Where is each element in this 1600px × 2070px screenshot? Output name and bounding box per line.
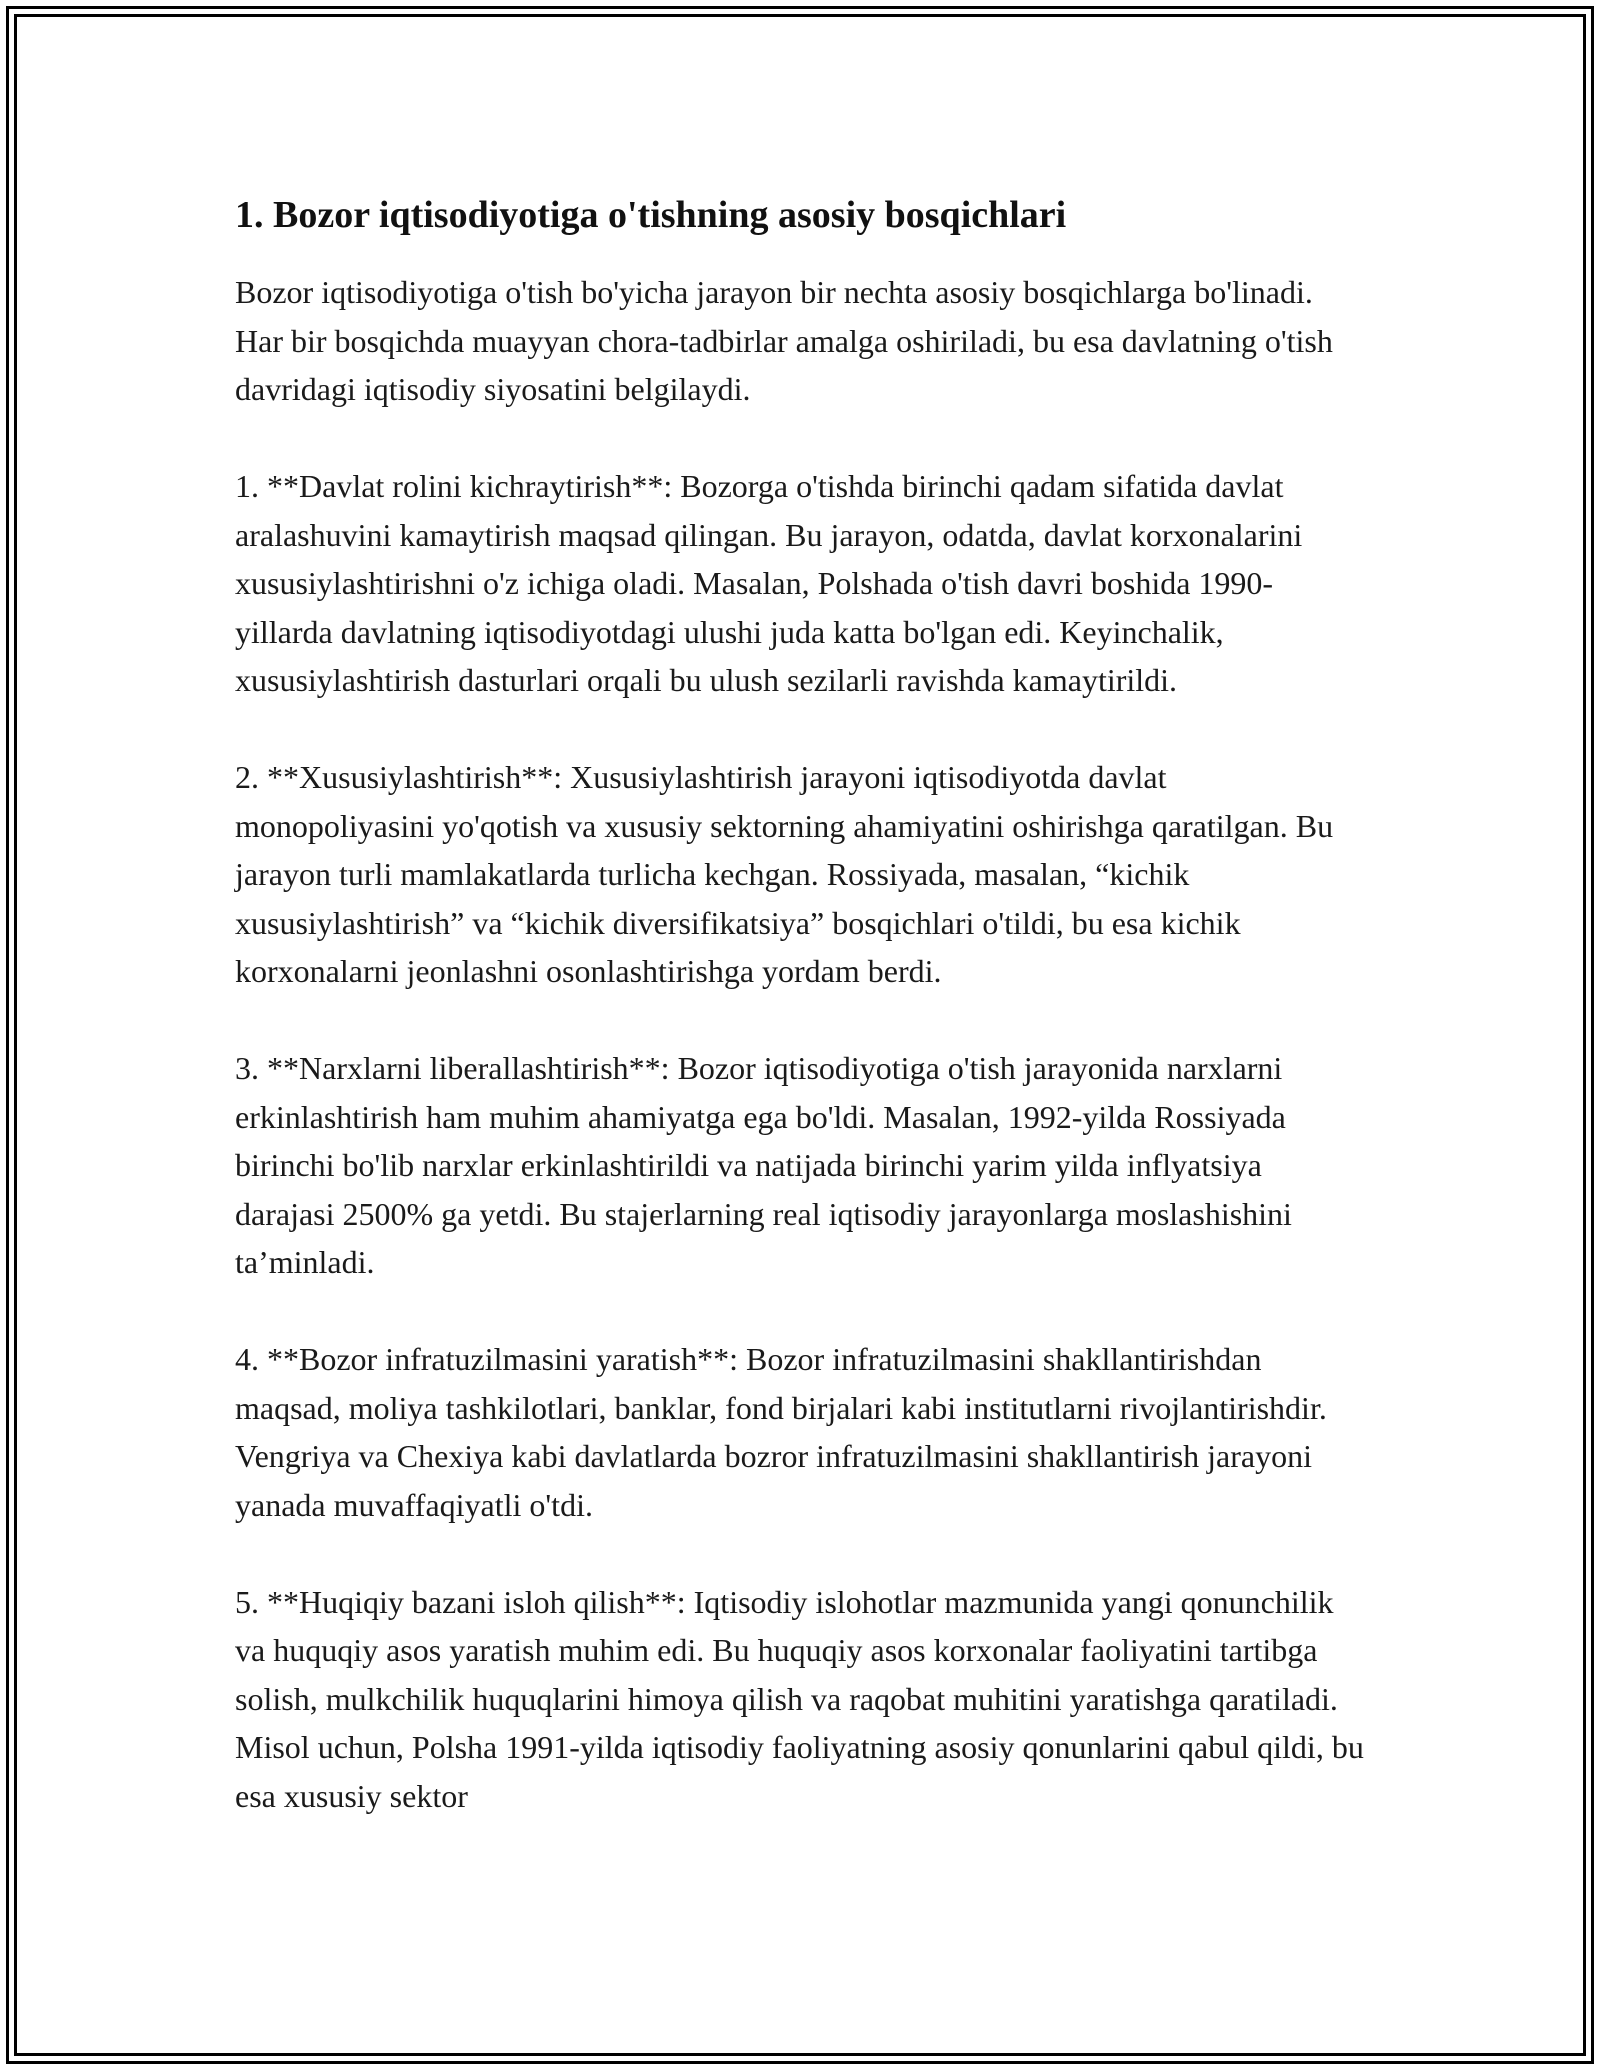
paragraph-market-infrastructure: 4. **Bozor infratuzilmasini yaratish**: Bozor infratuzilmasini shakllantirishdan maqsad, moliya tashkilotlari, banklar, fond birjalari kabi institutlarni rivojlantirishdir. Vengriya va Chexiya kabi davlatlarda bozror infratuzilmasini shakllantirish jarayoni yanada muvaffaqiyatli o'tdi.: [235, 1341, 1327, 1523]
section-heading: 1. Bozor iqtisodiyotiga o'tishning asosiy bosqichlari: [235, 194, 1067, 236]
paragraph-legal-reform: 5. **Huqiqiy bazani isloh qilish**: Iqtisodiy islohotlar mazmunida yangi qonunchilik va huquqiy asos yaratish muhim edi. Bu huquqiy asos korxonalar faoliyatini tartibga solish, mulkchilik huquqlarini himoya qilish va raqobat muhitini yaratishga qaratiladi. Misol uchun, Polsha 1991-yilda iqtisodiy faoliyatning asosiy qonunlarini qabul qildi, bu esa xususiy sektor: [235, 1583, 1364, 1814]
document-body: [235, 188, 1365, 1869]
paragraph-price-liberalization: 3. **Narxlarni liberallashtirish**: Bozor iqtisodiyotiga o'tish jarayonida narxlarni erkinlashtirish ham muhim ahamiyatga ega bo'ldi. Masalan, 1992-yilda Rossiyada birinchi bo'lib narxlar erkinlashtirildi va natijada birinchi yarim yilda inflyatsiya darajasi 2500% ga yetdi. Bu stajerlarning real iqtisodiy jarayonlarga moslashishini ta’minladi.: [235, 1050, 1292, 1280]
paragraph-state-role: 1. **Davlat rolini kichraytirish**: Bozorga o'tishda birinchi qadam sifatida davlat aralashuvini kamaytirish maqsad qilingan. Bu jarayon, odatda, davlat korxonalarini xususiylashtirishni o'z ichiga oladi. Masalan, Polshada o'tish davri boshida 1990-yillarda davlatning iqtisodiyotdagi ulushi juda katta bo'lgan edi. Keyinchalik, xususiylashtirish dasturlari orqali bu ulush sezilarli ravishda kamaytirildi.: [235, 468, 1303, 698]
intro-paragraph: Bozor iqtisodiyotiga o'tish bo'yicha jarayon bir nechta asosiy bosqichlarga bo'linadi. Har bir bosqichda muayyan chora-tadbirlar amalga oshiriladi, bu esa davlatning o'tish davridagi iqtisodiy siyosatini belgilaydi.: [235, 274, 1333, 407]
paragraph-privatization: 2. **Xususiylashtirish**: Xususiylashtirish jarayoni iqtisodiyotda davlat monopoliyasini yo'qotish va xususiy sektorning ahamiyatini oshirishga qaratilgan. Bu jarayon turli mamlakatlarda turlicha kechgan. Rossiyada, masalan, “kichik xususiylashtirish” va “kichik diversifikatsiya” bosqichlari o'tildi, bu esa kichik korxonalarni jeonlashni osonlashtirishga yordam berdi.: [235, 759, 1334, 989]
